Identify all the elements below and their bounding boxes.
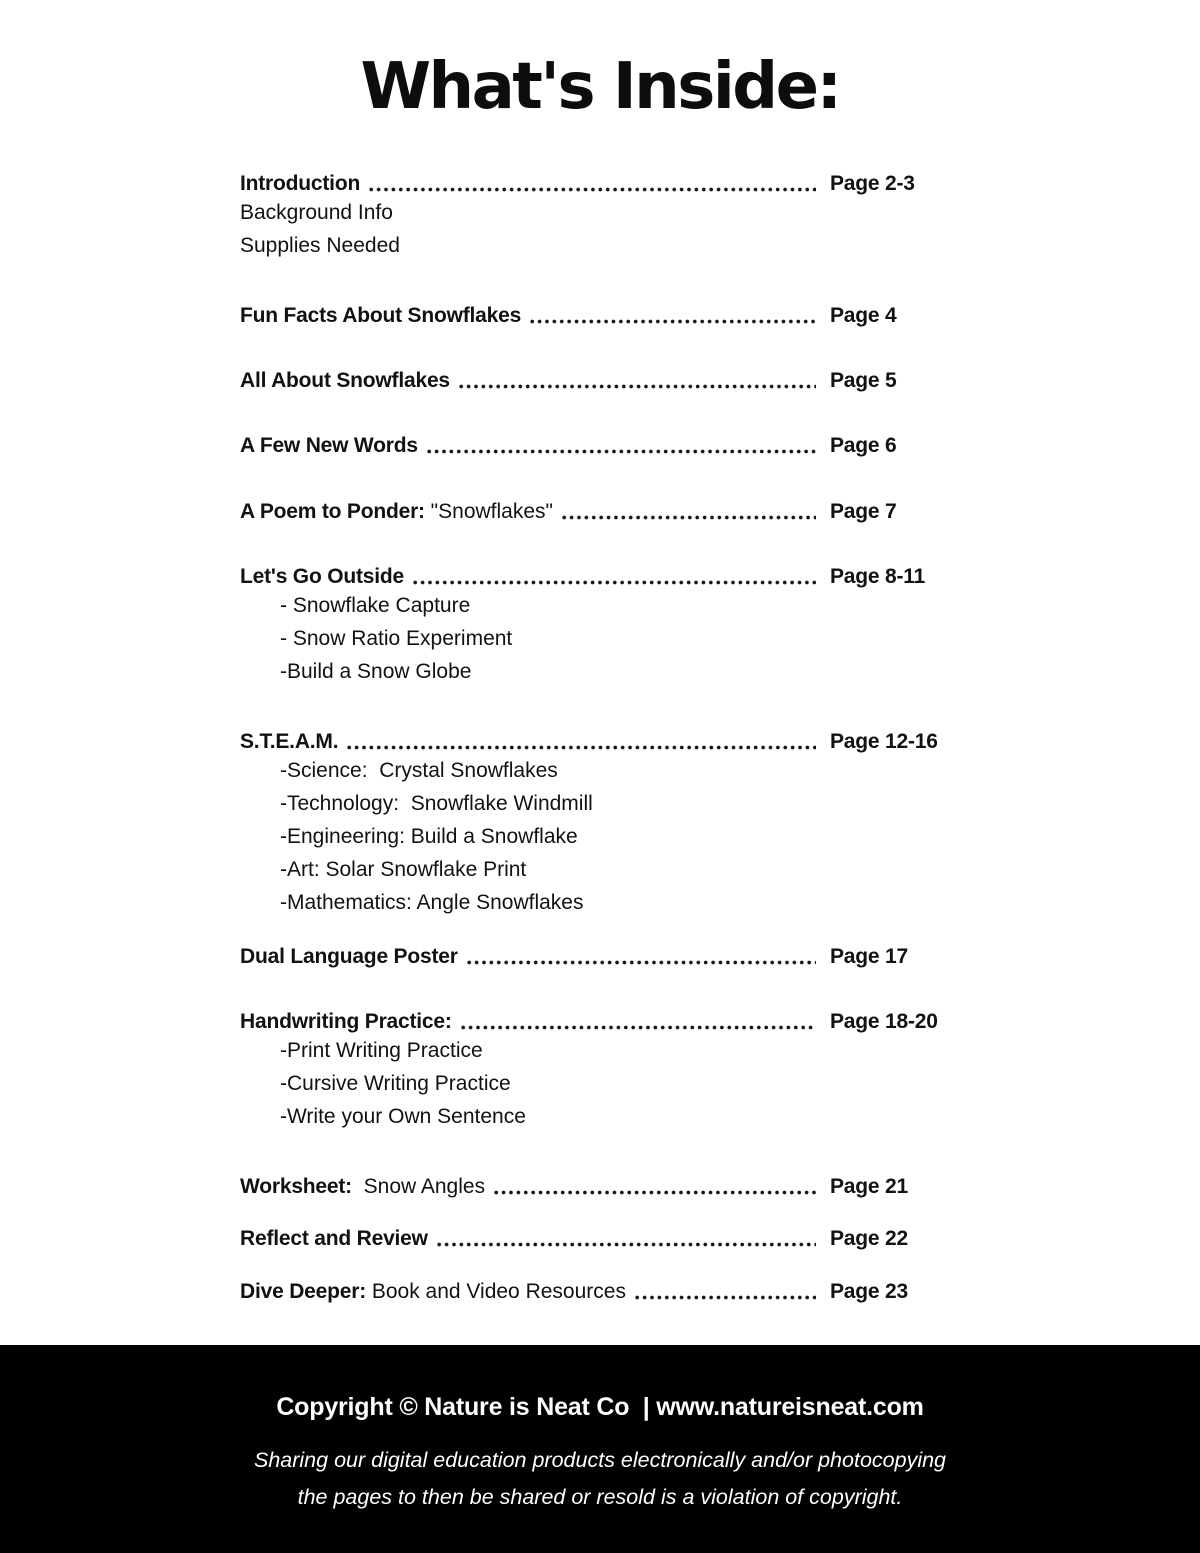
toc-sub-item: -Write your Own Sentence bbox=[280, 1105, 526, 1128]
toc-page-number: Page 2-3 bbox=[830, 172, 915, 195]
toc-section bbox=[240, 1173, 958, 1199]
toc-sub-list bbox=[240, 196, 958, 262]
toc-entry-label: Let's Go Outside bbox=[240, 565, 404, 588]
toc-leader-dots bbox=[562, 515, 816, 520]
copyright-notice-line: the pages to then be shared or resold is a violation of copyright. bbox=[297, 1485, 903, 1509]
toc-section bbox=[240, 1008, 958, 1133]
toc-page-number: Page 21 bbox=[830, 1175, 908, 1198]
toc-sub-list bbox=[240, 1034, 958, 1133]
toc-page-number: Page 5 bbox=[830, 369, 897, 392]
toc-row bbox=[240, 302, 958, 328]
toc-entry-label: Reflect and Review bbox=[240, 1227, 428, 1250]
toc-row bbox=[240, 1278, 958, 1304]
toc-entry-label: S.T.E.A.M. bbox=[240, 730, 339, 753]
toc-leader-dots bbox=[467, 960, 816, 965]
toc-sub-item: - Snow Ratio Experiment bbox=[280, 627, 513, 650]
toc-row bbox=[240, 498, 958, 524]
toc-sub-item: Supplies Needed bbox=[240, 234, 400, 257]
toc-row bbox=[240, 170, 958, 196]
toc-row bbox=[240, 1008, 958, 1034]
toc-sub-item: -Art: Solar Snowflake Print bbox=[280, 858, 527, 881]
toc-sub-list bbox=[240, 589, 958, 688]
toc-row bbox=[240, 728, 958, 754]
toc-entry-label: Handwriting Practice: bbox=[240, 1010, 452, 1033]
toc-sub-item: -Cursive Writing Practice bbox=[280, 1072, 511, 1095]
toc-sub-item: -Build a Snow Globe bbox=[280, 660, 472, 683]
toc-leader-dots bbox=[461, 1025, 816, 1030]
toc-section bbox=[240, 432, 958, 458]
toc-page-number: Page 6 bbox=[830, 434, 897, 457]
toc-leader-dots bbox=[347, 745, 816, 750]
toc-row bbox=[240, 432, 958, 458]
toc-page-number: Page 22 bbox=[830, 1227, 908, 1250]
copyright-line: Copyright © Nature is Neat Co | www.natureisneat.com bbox=[276, 1393, 924, 1421]
toc-page-number: Page 17 bbox=[830, 945, 908, 968]
toc-sub-item: -Science: Crystal Snowflakes bbox=[280, 759, 558, 782]
toc-section bbox=[240, 498, 958, 524]
toc-sub-list bbox=[240, 754, 958, 919]
toc-sub-item: -Engineering: Build a Snowflake bbox=[280, 825, 578, 848]
copyright-notice bbox=[0, 1442, 1200, 1516]
toc-sub-item: Background Info bbox=[240, 201, 393, 224]
copyright-notice-line: Sharing our digital education products electronically and/or photocopying bbox=[253, 1448, 947, 1472]
toc-entry-label: Worksheet: Snow Angles bbox=[240, 1175, 486, 1198]
toc-sub-item: - Snowflake Capture bbox=[280, 594, 471, 617]
toc-leader-dots bbox=[635, 1295, 816, 1300]
toc-row bbox=[240, 943, 958, 969]
toc-page-number: Page 23 bbox=[830, 1280, 908, 1303]
toc-page-number: Page 7 bbox=[830, 500, 897, 523]
toc-entry-label: Fun Facts About Snowflakes bbox=[240, 304, 522, 327]
toc-section bbox=[240, 728, 958, 919]
toc-sub-item: -Technology: Snowflake Windmill bbox=[280, 792, 593, 815]
toc-sub-item: -Mathematics: Angle Snowflakes bbox=[280, 891, 584, 914]
footer bbox=[0, 1345, 1200, 1553]
toc-row bbox=[240, 367, 958, 393]
toc-section bbox=[240, 170, 958, 262]
table-of-contents bbox=[240, 170, 958, 1304]
toc-section bbox=[240, 563, 958, 688]
toc-section bbox=[240, 302, 958, 328]
toc-row bbox=[240, 1173, 958, 1199]
toc-entry-label: A Poem to Ponder: "Snowflakes" bbox=[240, 500, 553, 523]
toc-entry-label: All About Snowflakes bbox=[240, 369, 450, 392]
toc-section bbox=[240, 943, 958, 969]
toc-leader-dots bbox=[494, 1190, 816, 1195]
toc-page-number: Page 4 bbox=[830, 304, 897, 327]
toc-row bbox=[240, 1225, 958, 1251]
toc-row bbox=[240, 563, 958, 589]
toc-leader-dots bbox=[413, 580, 816, 585]
toc-leader-dots bbox=[437, 1242, 816, 1247]
toc-entry-label: Dual Language Poster bbox=[240, 945, 458, 968]
toc-section bbox=[240, 1278, 958, 1304]
toc-leader-dots bbox=[427, 449, 816, 454]
toc-leader-dots bbox=[530, 319, 816, 324]
toc-section bbox=[240, 1225, 958, 1251]
toc-page-number: Page 18-20 bbox=[830, 1010, 938, 1033]
toc-leader-dots bbox=[459, 384, 816, 389]
toc-page-number: Page 12-16 bbox=[830, 730, 938, 753]
toc-entry-label: A Few New Words bbox=[240, 434, 418, 457]
toc-sub-item: -Print Writing Practice bbox=[280, 1039, 483, 1062]
toc-leader-dots bbox=[369, 187, 816, 192]
page-title: What's Inside: bbox=[360, 50, 840, 124]
toc-page-number: Page 8-11 bbox=[830, 565, 926, 588]
toc-entry-label: Dive Deeper: Book and Video Resources bbox=[240, 1280, 626, 1303]
toc-entry-label: Introduction bbox=[240, 172, 361, 195]
toc-section bbox=[240, 367, 958, 393]
